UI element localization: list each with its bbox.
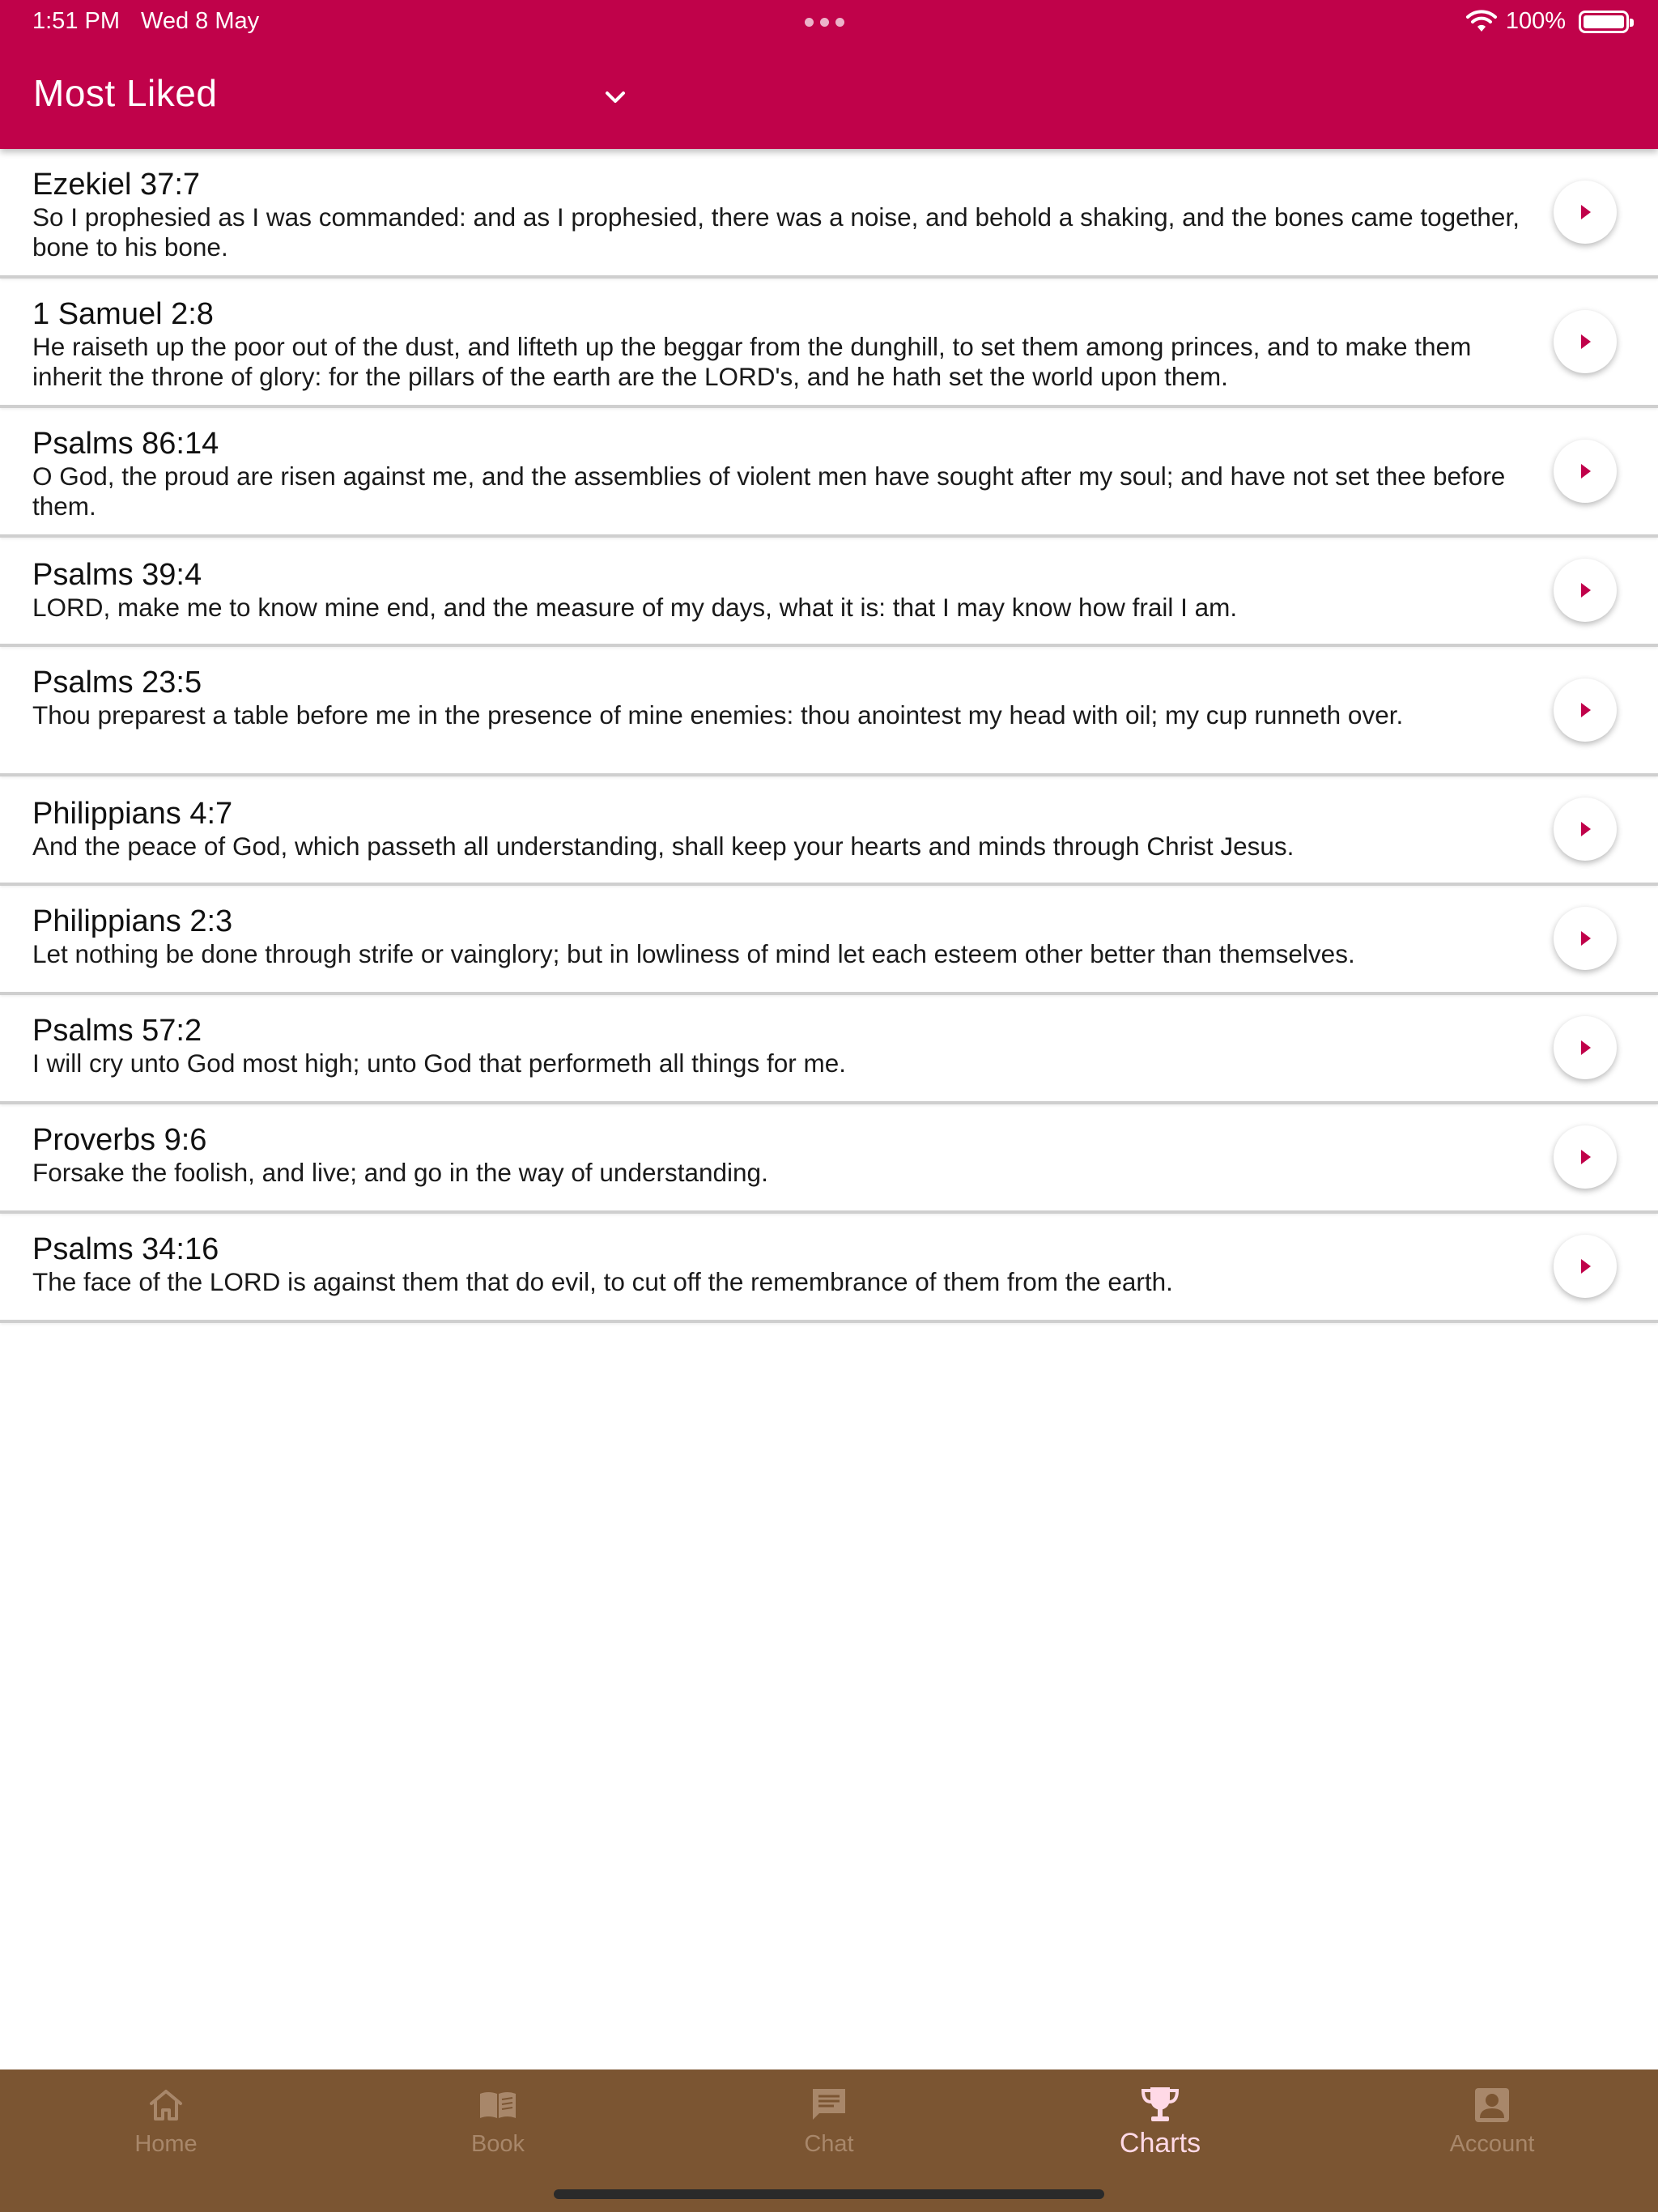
verse-text: O God, the proud are risen against me, and the assemblies of violent men have sought after my soul; and have not set thee before them. [32,462,1506,521]
tab-label: Book [470,2131,525,2157]
verse-text: He raiseth up the poor out of the dust, and lifteth up the beggar from the dunghill, to set them among princes, and to make them inherit the throne of glory: for the pillars of the earth are the LORD's, and he hath set the world upon them. [32,332,1472,391]
play-button[interactable] [1554,1016,1617,1079]
tab-chat[interactable] [708,2084,950,2181]
play-button[interactable] [1554,181,1617,244]
verse-text: Thou preparest a table before me in the presence of mine enemies: thou anointest my head with oil; my cup runneth over. [32,700,1404,730]
play-icon [1573,459,1597,483]
verse-reference: Philippians 4:7 [32,797,233,831]
verse-text: Forsake the foolish, and live; and go in the way of understanding. [32,1158,768,1187]
verse-text: The face of the LORD is against them that do evil, to cut off the remembrance of them from the earth. [32,1267,1173,1296]
verse-reference: Psalms 34:16 [32,1232,219,1266]
verse-list [0,149,1658,1323]
list-item[interactable] [0,1214,1658,1323]
tab-label: Home [134,2131,198,2157]
verse-reference: 1 Samuel 2:8 [32,297,214,331]
app-header [0,0,1658,149]
list-item[interactable] [0,776,1658,886]
play-button[interactable] [1554,798,1617,861]
verse-text: I will cry unto God most high; unto God that performeth all things for me. [32,1049,846,1078]
tab-home[interactable] [45,2084,287,2181]
play-button[interactable] [1554,1235,1617,1298]
wifi-icon [1465,10,1498,34]
battery-icon [1579,11,1629,33]
play-button[interactable] [1554,907,1617,970]
verse-reference: Psalms 23:5 [32,666,202,700]
list-item[interactable] [0,538,1658,647]
verse-text: Let nothing be done through strife or vainglory; but in lowliness of mind let each esteem other better than themselves. [32,939,1355,968]
home-indicator[interactable] [554,2189,1104,2199]
list-item[interactable] [0,1104,1658,1214]
play-icon [1573,330,1597,354]
play-icon [1573,1145,1597,1169]
home-icon [145,2084,187,2126]
trophy-icon [1139,2084,1181,2126]
verse-reference: Proverbs 9:6 [32,1123,207,1157]
list-item[interactable] [0,149,1658,279]
title-bar [0,63,1658,128]
verse-reference: Ezekiel 37:7 [32,168,201,202]
tab-label: Charts [1119,2128,1201,2159]
list-item[interactable] [0,995,1658,1104]
play-icon [1573,578,1597,602]
page-title[interactable]: Most Liked [33,72,218,114]
bottom-tab-bar [0,2069,1658,2212]
book-icon [477,2084,519,2126]
tab-label: Account [1449,2131,1535,2157]
play-icon [1573,200,1597,224]
play-icon [1573,1254,1597,1278]
verse-reference: Psalms 39:4 [32,558,202,592]
play-icon [1573,817,1597,841]
chevron-down-icon[interactable] [599,81,631,113]
play-button[interactable] [1554,310,1617,373]
status-bar [0,0,1658,45]
verse-reference: Philippians 2:3 [32,904,233,938]
status-date: Wed 8 May [141,8,260,34]
play-button[interactable] [1554,1125,1617,1189]
list-item[interactable] [0,647,1658,776]
tab-account[interactable] [1371,2084,1613,2181]
account-icon [1471,2084,1513,2126]
verse-text: And the peace of God, which passeth all understanding, shall keep your hearts and minds through Christ Jesus. [32,832,1295,861]
play-icon [1573,1036,1597,1060]
list-item[interactable] [0,408,1658,538]
play-icon [1573,926,1597,951]
verse-reference: Psalms 57:2 [32,1014,202,1048]
verse-text: LORD, make me to know mine end, and the measure of my days, what it is: that I may know how frail I am. [32,593,1238,622]
status-indicators [1465,8,1629,35]
status-time: 1:51 PM [32,8,120,34]
multitasking-dots-icon[interactable] [805,18,844,27]
play-button[interactable] [1554,678,1617,742]
chat-icon [808,2084,850,2126]
play-button[interactable] [1554,559,1617,622]
play-button[interactable] [1554,440,1617,503]
list-item[interactable] [0,886,1658,995]
list-item[interactable] [0,279,1658,408]
tab-label: Chat [804,2131,854,2157]
tab-charts[interactable] [1039,2084,1282,2181]
verse-text: So I prophesied as I was commanded: and as I prophesied, there was a noise, and behold a shaking, and the bones came together, bone to his bone. [32,202,1520,262]
tab-book[interactable] [376,2084,619,2181]
verse-reference: Psalms 86:14 [32,427,219,461]
play-icon [1573,698,1597,722]
battery-percent: 100% [1505,8,1566,34]
